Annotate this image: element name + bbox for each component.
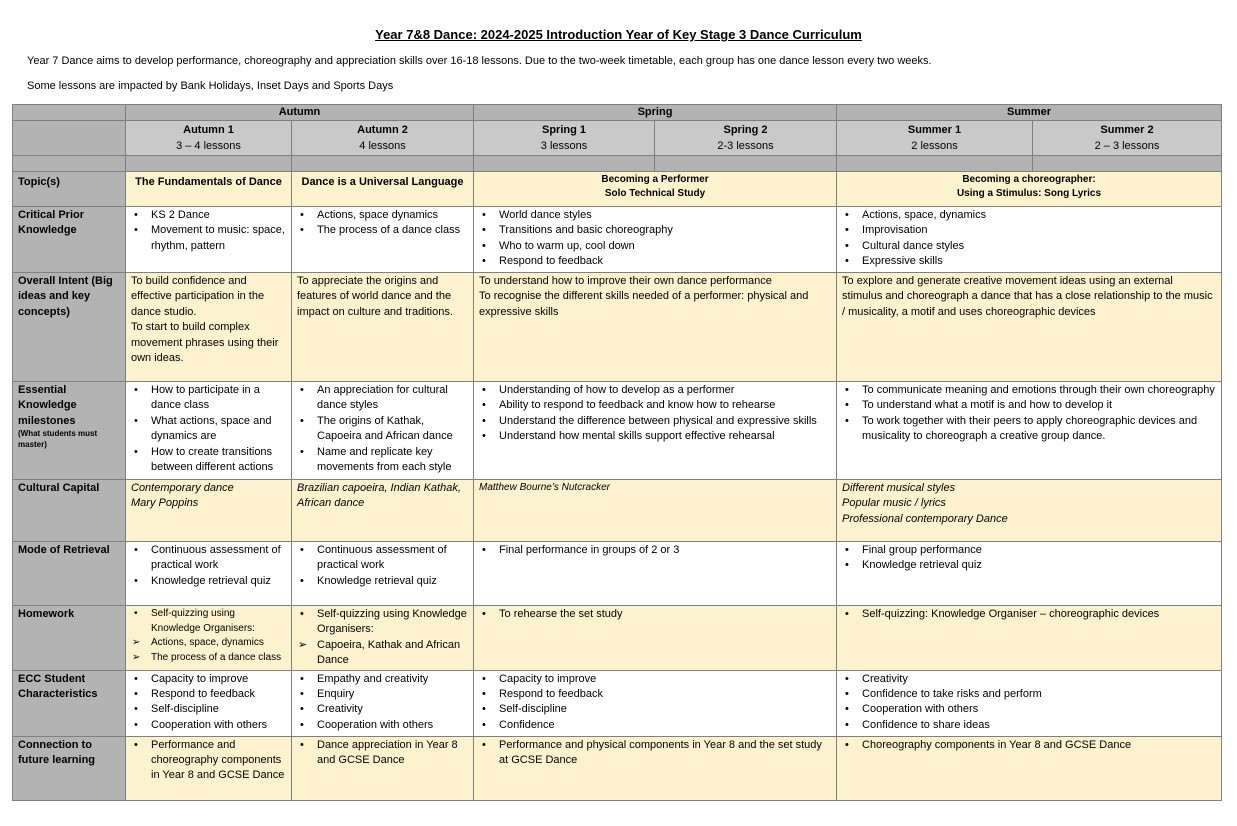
list-item: • Choreography components in Year 8 and GCSE Dance xyxy=(862,738,1216,753)
list-item: • Cooperation with others xyxy=(317,718,468,733)
list-item: • Improvisation xyxy=(862,223,1216,238)
list-item: • Self-quizzing: Knowledge Organiser – choreographic devices xyxy=(862,607,1216,622)
intro-note: Some lessons are impacted by Bank Holidays, Inset Days and Sports Days xyxy=(27,80,394,92)
list-item: • Knowledge retrieval quiz xyxy=(862,558,1216,573)
spacer-cell xyxy=(1033,156,1222,172)
term-autumn: Autumn xyxy=(126,105,474,121)
list-item: • Enquiry xyxy=(317,687,468,702)
list-item: • Empathy and creativity xyxy=(317,672,468,687)
corner-cell xyxy=(13,105,126,121)
list-item: • Ability to respond to feedback and know how to rehearse xyxy=(499,398,831,413)
future-summer xyxy=(837,736,1222,800)
bullet-list xyxy=(842,208,1216,270)
row-label-prior: Critical Prior Knowledge xyxy=(13,207,126,273)
bullet-list xyxy=(131,208,286,254)
list-item: • Respond to feedback xyxy=(499,254,831,269)
intent-autumn-1 xyxy=(126,273,292,382)
term-spring: Spring xyxy=(474,105,837,121)
topic-spring-line2: Solo Technical Study xyxy=(604,188,706,199)
list-item: • What actions, space and dynamics are xyxy=(151,414,286,445)
list-item: • An appreciation for cultural dance styles xyxy=(317,383,468,414)
ecc-summer xyxy=(837,670,1222,736)
cultural-autumn-2: Brazilian capoeira, Indian Kathak, African dance xyxy=(292,480,474,542)
list-item: • Cooperation with others xyxy=(862,702,1216,717)
retrieval-autumn-2 xyxy=(292,542,474,606)
intent-line: To start to build complex movement phrases using their own ideas. xyxy=(131,321,279,364)
list-item: • Dance appreciation in Year 8 and GCSE Dance xyxy=(317,738,468,769)
list-item: • Knowledge retrieval quiz xyxy=(317,574,468,589)
list-item: • Continuous assessment of practical work xyxy=(151,543,286,574)
row-label-topics: Topic(s) xyxy=(13,172,126,207)
row-label-cultural: Cultural Capital xyxy=(13,480,126,542)
intent-summer: To explore and generate creative movement ideas using an external stimulus and choreograph a dance that has a close relationship to the music / musicality, a motif and uses choreographic devices xyxy=(837,273,1222,382)
bullet-list xyxy=(131,607,286,665)
bullet-list xyxy=(297,738,468,769)
bullet-list xyxy=(131,543,286,589)
bullet-list xyxy=(479,383,831,445)
bullet-list xyxy=(842,383,1216,445)
cultural-line: Contemporary dance xyxy=(131,482,234,494)
intent-autumn-2: To appreciate the origins and features of world dance and the impact on culture and traditions. xyxy=(292,273,474,382)
milestones-autumn-2 xyxy=(292,382,474,480)
list-item: • The origins of Kathak, Capoeira and African dance xyxy=(317,414,468,445)
cultural-line: Different musical styles xyxy=(842,482,956,494)
list-item: • To rehearse the set study xyxy=(499,607,831,622)
bullet-list xyxy=(297,383,468,475)
half-summer-2 xyxy=(1033,121,1222,156)
half-lessons: 4 lessons xyxy=(359,140,406,152)
topic-autumn-1: The Fundamentals of Dance xyxy=(126,172,292,207)
intent-spring xyxy=(474,273,837,382)
ecc-spring xyxy=(474,670,837,736)
ecc-autumn-2 xyxy=(292,670,474,736)
list-item: • KS 2 Dance xyxy=(151,208,286,223)
list-item: • Performance and physical components in Year 8 and the set study at GCSE Dance xyxy=(499,738,831,769)
list-item: • Capacity to improve xyxy=(151,672,286,687)
list-item: • Actions, space, dynamics xyxy=(862,208,1216,223)
intent-line: To understand how to improve their own dance performance xyxy=(479,275,772,287)
milestones-autumn-1 xyxy=(126,382,292,480)
half-lessons: 2-3 lessons xyxy=(717,140,774,152)
bullet-list xyxy=(479,672,831,734)
prior-spring xyxy=(474,207,837,273)
prior-summer xyxy=(837,207,1222,273)
list-item: • Actions, space dynamics xyxy=(317,208,468,223)
arrow-list-item: ➢ Actions, space, dynamics xyxy=(151,636,286,651)
half-corner xyxy=(13,121,126,156)
future-autumn-1 xyxy=(126,736,292,800)
spacer-cell xyxy=(655,156,837,172)
homework-summer xyxy=(837,606,1222,671)
cultural-summer xyxy=(837,480,1222,542)
list-item: • Continuous assessment of practical work xyxy=(317,543,468,574)
list-item: • How to create transitions between different actions xyxy=(151,445,286,476)
retrieval-summer xyxy=(837,542,1222,606)
half-spring-2 xyxy=(655,121,837,156)
bullet-list xyxy=(131,738,286,784)
list-item: • How to participate in a dance class xyxy=(151,383,286,414)
spacer-cell xyxy=(837,156,1033,172)
half-name: Autumn 1 xyxy=(183,124,234,136)
page-title: Year 7&8 Dance: 2024-2025 Introduction Year of Key Stage 3 Dance Curriculum xyxy=(375,27,862,42)
cultural-spring: Matthew Bourne’s Nutcracker xyxy=(474,480,837,542)
bullet-list xyxy=(479,208,831,270)
list-item: • Self-discipline xyxy=(499,702,831,717)
curriculum-table xyxy=(12,104,1222,801)
arrow-list-item: ➢ The process of a dance class xyxy=(151,651,286,666)
list-item: • Self-quizzing using Knowledge Organisers: xyxy=(151,607,286,636)
half-lessons: 3 lessons xyxy=(540,140,588,152)
topic-summer-line2: Using a Stimulus: Song Lyrics xyxy=(956,188,1102,199)
bullet-list xyxy=(131,383,286,475)
list-item: • Understand the difference between physical and expressive skills xyxy=(499,414,831,429)
milestones-summer xyxy=(837,382,1222,480)
row-label-milestones xyxy=(13,382,126,480)
row-label-intent: Overall Intent (Big ideas and key concepts) xyxy=(13,273,126,382)
retrieval-autumn-1 xyxy=(126,542,292,606)
list-item: • Self-quizzing using Knowledge Organisers: xyxy=(317,607,468,638)
intent-line: To recognise the different skills needed of a performer: physical and expressive skills xyxy=(479,290,809,318)
cultural-autumn-1 xyxy=(126,480,292,542)
bullet-list xyxy=(479,738,831,769)
list-item: • Movement to music: space, rhythm, pattern xyxy=(151,223,286,254)
list-item: • Final performance in groups of 2 or 3 xyxy=(499,543,831,558)
cultural-line: Professional contemporary Dance xyxy=(842,512,1008,525)
topic-spring-line1: Becoming a Performer xyxy=(601,174,709,185)
homework-autumn-2 xyxy=(292,606,474,671)
bullet-list xyxy=(842,607,1216,622)
cultural-line: Mary Poppins xyxy=(131,497,199,510)
bullet-list xyxy=(842,738,1216,753)
list-item: • Final group performance xyxy=(862,543,1216,558)
list-item: • The process of a dance class xyxy=(317,223,468,238)
ecc-autumn-1 xyxy=(126,670,292,736)
list-item: • Respond to feedback xyxy=(151,687,286,702)
list-item: • Understanding of how to develop as a performer xyxy=(499,383,831,398)
list-item: • Cooperation with others xyxy=(151,718,286,733)
row-label-text: Essential Knowledge milestones xyxy=(18,384,77,427)
bullet-list xyxy=(297,607,468,669)
homework-autumn-1 xyxy=(126,606,292,671)
list-item: • Confidence xyxy=(499,718,831,733)
row-label-future: Connection to future learning xyxy=(13,736,126,800)
list-item: • To work together with their peers to apply choreographic devices and musicality to choreograph a creative group dance. xyxy=(862,414,1216,445)
prior-autumn-1 xyxy=(126,207,292,273)
list-item: • Cultural dance styles xyxy=(862,239,1216,254)
list-item: • Capacity to improve xyxy=(499,672,831,687)
list-item: • Knowledge retrieval quiz xyxy=(151,574,286,589)
spacer-cell xyxy=(474,156,655,172)
future-autumn-2 xyxy=(292,736,474,800)
future-spring xyxy=(474,736,837,800)
list-item: • Performance and choreography components in Year 8 and GCSE Dance xyxy=(151,738,286,784)
list-item: • Who to warm up, cool down xyxy=(499,239,831,254)
half-spring-1 xyxy=(474,121,655,156)
bullet-list xyxy=(131,672,286,734)
topic-summer-line1: Becoming a choreographer: xyxy=(962,174,1096,185)
half-lessons: 3 – 4 lessons xyxy=(176,140,241,152)
list-item: • Creativity xyxy=(317,702,468,717)
milestones-spring xyxy=(474,382,837,480)
spacer-cell xyxy=(126,156,292,172)
half-name: Summer 1 xyxy=(907,124,962,136)
bullet-list xyxy=(842,543,1216,574)
row-label-subtext: (What students must master) xyxy=(18,429,98,449)
arrow-list-item: ➢ Capoeira, Kathak and African Dance xyxy=(317,638,468,669)
topic-autumn-2: Dance is a Universal Language xyxy=(292,172,474,207)
bullet-list xyxy=(297,672,468,734)
cultural-line: Popular music / lyrics xyxy=(842,497,946,510)
intro-text: Year 7 Dance aims to develop performance, choreography and appreciation skills over 16-18 lessons. Due to the two-week timetable, each group has one dance lesson every two weeks. xyxy=(27,55,932,67)
row-label-ecc: ECC Student Characteristics xyxy=(13,670,126,736)
bullet-list xyxy=(842,672,1216,734)
topic-summer xyxy=(837,172,1222,207)
row-label-homework: Homework xyxy=(13,606,126,671)
bullet-list xyxy=(479,543,831,558)
half-autumn-2 xyxy=(292,121,474,156)
half-name: Spring 2 xyxy=(723,124,768,136)
bullet-list xyxy=(479,607,831,622)
list-item: • Confidence to take risks and perform xyxy=(862,687,1216,702)
retrieval-spring xyxy=(474,542,837,606)
half-name: Autumn 2 xyxy=(357,124,408,136)
spacer-cell xyxy=(292,156,474,172)
term-summer: Summer xyxy=(837,105,1222,121)
list-item: • Expressive skills xyxy=(862,254,1216,269)
half-summer-1 xyxy=(837,121,1033,156)
list-item: • Confidence to share ideas xyxy=(862,718,1216,733)
list-item: • Transitions and basic choreography xyxy=(499,223,831,238)
half-lessons: 2 lessons xyxy=(911,140,958,152)
list-item: • World dance styles xyxy=(499,208,831,223)
half-lessons: 2 – 3 lessons xyxy=(1094,140,1160,152)
bullet-list xyxy=(297,208,468,239)
spacer-cell xyxy=(13,156,126,172)
intent-line: To build confidence and effective participation in the dance studio. xyxy=(131,275,265,318)
list-item: • Understand how mental skills support effective rehearsal xyxy=(499,429,831,444)
list-item: • Self-discipline xyxy=(151,702,286,717)
half-autumn-1 xyxy=(126,121,292,156)
bullet-list xyxy=(297,543,468,589)
prior-autumn-2 xyxy=(292,207,474,273)
row-label-retrieval: Mode of Retrieval xyxy=(13,542,126,606)
list-item: • Name and replicate key movements from each style xyxy=(317,445,468,476)
list-item: • Creativity xyxy=(862,672,1216,687)
list-item: • To understand what a motif is and how to develop it xyxy=(862,398,1216,413)
half-name: Spring 1 xyxy=(542,124,587,136)
list-item: • Respond to feedback xyxy=(499,687,831,702)
list-item: • To communicate meaning and emotions through their own choreography xyxy=(862,383,1216,398)
homework-spring xyxy=(474,606,837,671)
topic-spring xyxy=(474,172,837,207)
half-name: Summer 2 xyxy=(1100,124,1154,136)
